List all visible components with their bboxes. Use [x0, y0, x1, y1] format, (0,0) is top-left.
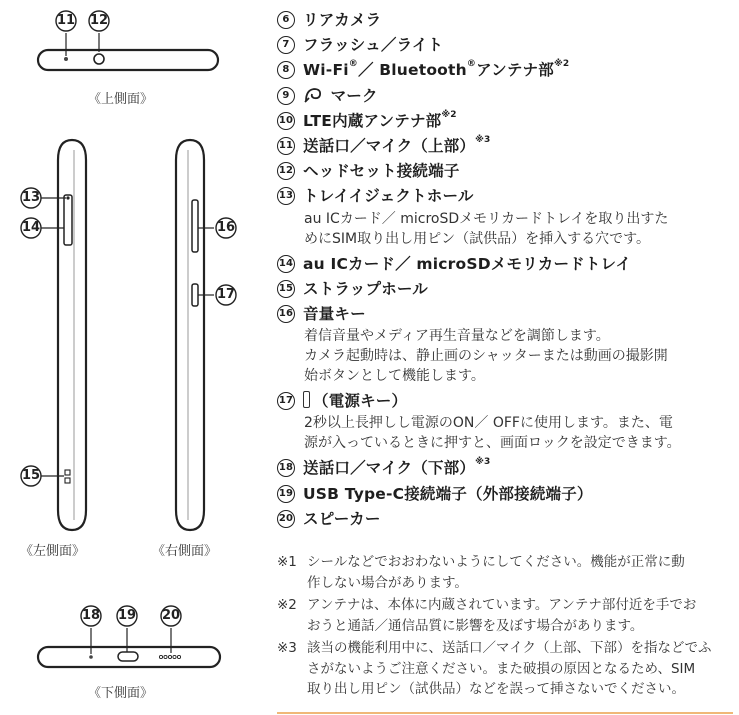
device-diagram — [0, 0, 270, 715]
item-17-label: （電源キー） — [303, 389, 735, 414]
callout-18: 18 — [81, 608, 101, 623]
footnote-2: ※2 アンテナは、本体に内蔵されています。アンテナ部付近を手でお おうと通話／通信品質に影響を及ぼす場合があります。 — [277, 597, 697, 634]
item-17 — [277, 389, 735, 414]
strap-hole-a — [65, 470, 70, 475]
parts-list — [277, 8, 735, 532]
item-14-number: 14 — [277, 255, 295, 273]
callout-16: 16 — [216, 220, 236, 235]
item-11-number: 11 — [277, 137, 295, 155]
footnotes — [277, 552, 735, 702]
footnote-1: ※1 シールなどでおおわないようにしてください。機能が正常に動 作しない場合があります。 — [277, 554, 685, 591]
top-side-view — [38, 33, 218, 70]
item-19-number: 19 — [277, 485, 295, 503]
item-6 — [277, 8, 735, 33]
item-11 — [277, 134, 735, 159]
callout-20: 20 — [161, 608, 181, 623]
bottom-divider — [277, 712, 733, 714]
item-16-label: 音量キー — [303, 305, 366, 324]
item-13-description: au ICカード／ microSDメモリカードトレイを取り出すた めにSIM取り出し用ピン（試供品）を挿入する穴です。 — [304, 210, 669, 247]
footnote-3: ※3 該当の機能利用中に、送話口／マイク（上部、下部）を指などでふ さがないようご注意ください。また破損の原因となるため、SIM 取り出し用ピン（試供品）などを誤って挿さないでください。 — [277, 640, 712, 697]
bottom-side-view — [38, 628, 220, 667]
callout-19: 19 — [117, 608, 137, 623]
mic-top-hole — [64, 57, 68, 61]
callout-11: 11 — [56, 13, 76, 28]
item-18-label: 送話口／マイク（下部）$^{※3}$ — [303, 457, 491, 478]
item-6-label: リアカメラ — [303, 11, 382, 29]
item-19 — [277, 482, 735, 507]
item-10-label: LTE内蔵アンテナ部$^{※2}$ — [303, 109, 457, 130]
item-16-description: 着信音量やメディア再生音量などを調節します。 カメラ起動時は、静止画のシャッターまたは動画の撮影開 始ボタンとして機能します。 — [304, 328, 668, 385]
item-17-number: 17 — [277, 392, 295, 410]
callout-14: 14 — [21, 220, 41, 235]
item-8 — [277, 58, 735, 83]
item-18 — [277, 456, 735, 481]
item-6-number: 6 — [277, 11, 295, 29]
item-10 — [277, 109, 735, 134]
left-side-view — [40, 140, 86, 530]
item-20-number: 20 — [277, 510, 295, 528]
callout-12: 12 — [89, 13, 109, 28]
item-13-label: トレイイジェクトホール — [303, 187, 474, 206]
strap-hole-b — [65, 478, 70, 483]
volume-key-shape — [192, 200, 198, 252]
item-10-number: 10 — [277, 112, 295, 130]
item-13-number: 13 — [277, 187, 295, 205]
caption-bottom-side: 《下側面》 — [88, 686, 154, 701]
item-15-number: 15 — [277, 280, 295, 298]
speaker-holes — [159, 655, 180, 658]
item-13 — [277, 184, 735, 209]
item-15 — [277, 277, 735, 302]
item-15-label: ストラップホール — [303, 279, 428, 298]
power-key-shape — [192, 284, 198, 306]
item-12-label: ヘッドセット接続端子 — [303, 162, 460, 181]
callout-15: 15 — [21, 468, 41, 483]
callout-17: 17 — [216, 287, 236, 302]
item-14 — [277, 252, 735, 277]
item-7-number: 7 — [277, 36, 295, 54]
caption-left-side: 《左側面》 — [20, 544, 86, 559]
item-9-label: マーク — [303, 84, 735, 109]
item-11-label: 送話口／マイク（上部）$^{※3}$ — [303, 135, 491, 156]
mic-bottom-hole — [89, 655, 93, 659]
card-tray — [64, 195, 72, 245]
eject-hole — [66, 196, 69, 199]
callout-13: 13 — [21, 190, 41, 205]
item-9 — [277, 84, 735, 109]
item-7 — [277, 33, 735, 58]
item-17-description: 2秒以上長押しし電源のON／ OFFに使用します。また、電 源が入っているときに押すと、画面ロックを設定できます。 — [304, 415, 681, 452]
caption-right-side: 《右側面》 — [152, 544, 218, 559]
caption-top-side: 《上側面》 — [88, 92, 154, 107]
usb-c-port — [118, 652, 138, 661]
item-12-number: 12 — [277, 162, 295, 180]
item-8-label: Wi-Fi®／ Bluetooth®アンテナ部$^{※2}$ — [303, 59, 570, 80]
item-7-label: フラッシュ／ライト — [303, 36, 444, 55]
item-9-number: 9 — [277, 87, 295, 105]
power-key-icon — [303, 391, 310, 408]
item-8-number: 8 — [277, 61, 295, 79]
felica-mark-icon — [303, 86, 323, 104]
right-side-view — [176, 140, 214, 530]
item-14-label: au ICカード／ microSDメモリカードトレイ — [303, 254, 632, 273]
item-12 — [277, 159, 735, 184]
item-16-number: 16 — [277, 305, 295, 323]
item-16 — [277, 302, 735, 327]
headset-jack — [94, 54, 104, 64]
item-20-label: スピーカー — [303, 509, 381, 528]
item-19-label: USB Type-C接続端子（外部接続端子） — [303, 484, 593, 503]
item-20 — [277, 507, 735, 532]
item-18-number: 18 — [277, 459, 295, 477]
